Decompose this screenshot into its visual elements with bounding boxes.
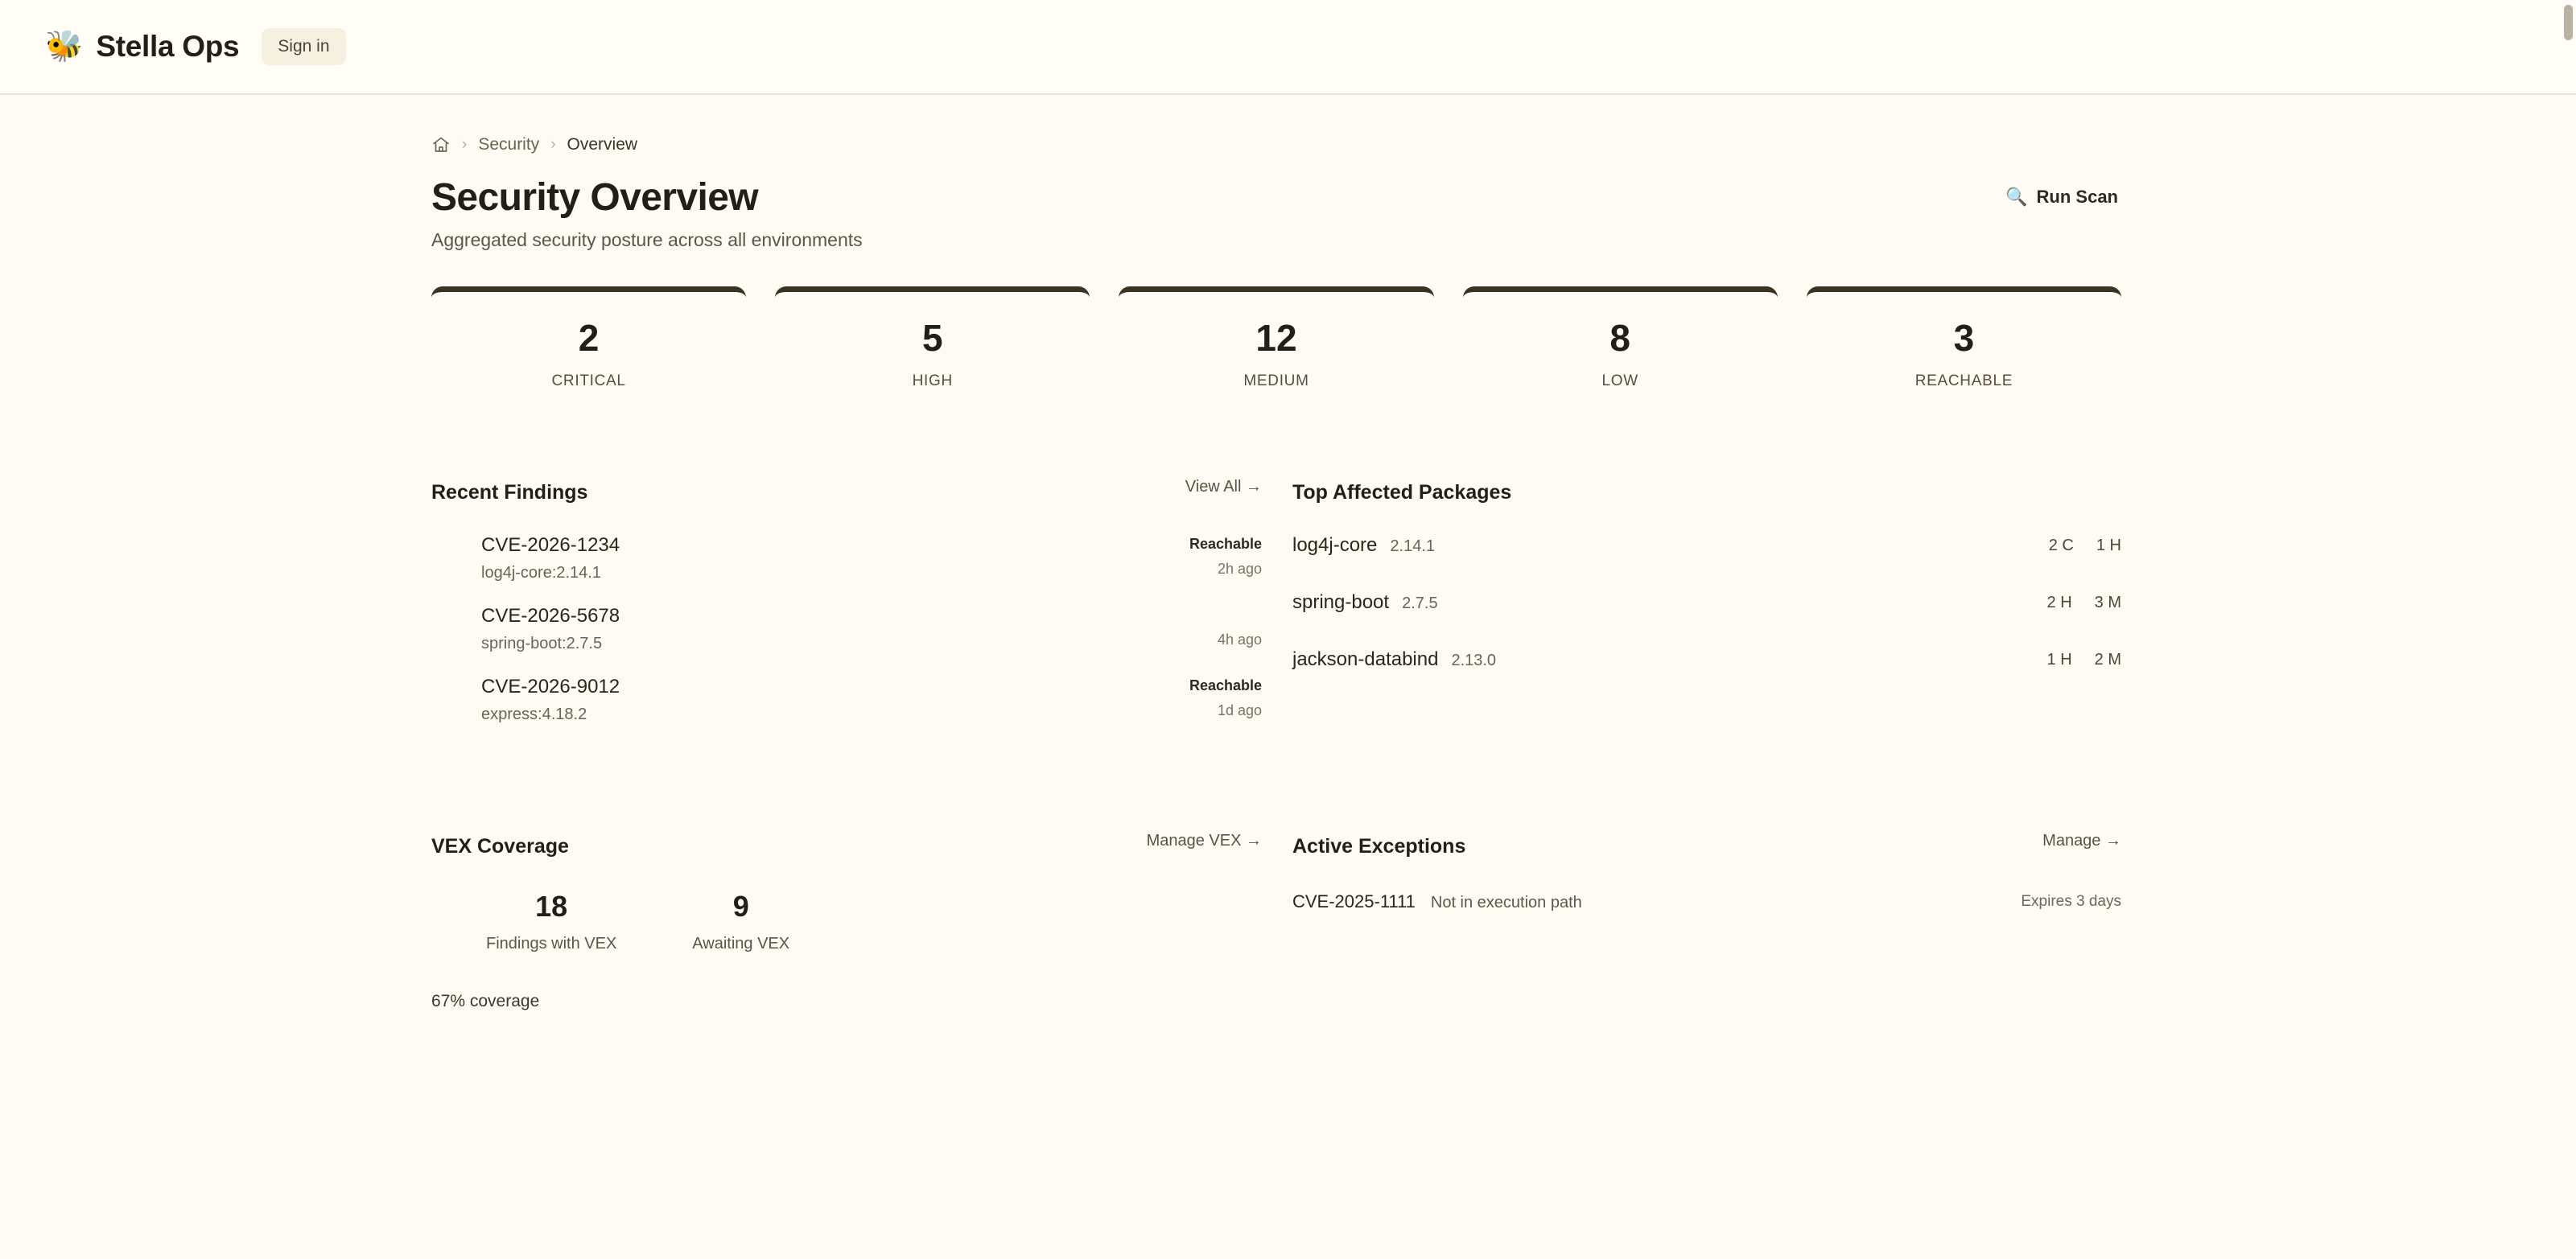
severity-stat-cards (431, 286, 2121, 415)
finding-id: CVE-2026-5678 (481, 605, 620, 627)
stat-label: HIGH (912, 372, 953, 389)
stat-label: REACHABLE (1914, 372, 2013, 389)
finding-meta (1189, 677, 1262, 719)
package-version: 2.13.0 (1451, 652, 1497, 669)
page-header (431, 177, 2121, 265)
active-exceptions-panel (1292, 830, 2121, 1011)
top-packages-header (1292, 476, 2121, 508)
stat-card-medium[interactable] (1119, 286, 1433, 415)
count-medium: 3 M (2094, 594, 2121, 611)
list-item[interactable] (431, 676, 1292, 747)
manage-vex-link[interactable]: Manage VEX → (1146, 832, 1262, 850)
package-version: 2.7.5 (1402, 595, 1438, 612)
active-exceptions-header (1292, 830, 2121, 862)
content-column (431, 130, 2121, 1011)
panel-title: Recent Findings (431, 480, 588, 504)
finding-meta (1189, 536, 1262, 578)
list-item[interactable] (431, 534, 1292, 605)
finding-package: express:4.18.2 (481, 706, 587, 723)
stat-card-reachable[interactable] (1807, 286, 2121, 415)
main-content (0, 95, 2576, 1259)
exception-expiry: Expires 3 days (2021, 893, 2121, 910)
package-name: jackson-databind (1292, 648, 1439, 670)
finding-package: spring-boot:2.7.5 (481, 635, 603, 652)
vertical-scrollbar[interactable] (2564, 5, 2573, 40)
metric-value: 18 (535, 890, 568, 923)
stat-label: MEDIUM (1243, 372, 1309, 389)
home-icon[interactable] (431, 135, 451, 154)
package-name: log4j-core (1292, 534, 1378, 556)
finding-id: CVE-2026-9012 (481, 676, 620, 697)
package-name: spring-boot (1292, 591, 1390, 613)
stat-label: LOW (1601, 372, 1638, 389)
vex-coverage-header (431, 830, 1292, 862)
bee-icon: 🐝 (45, 30, 84, 64)
package-counts (2047, 651, 2121, 669)
breadcrumb-separator-2: › (550, 136, 556, 153)
stat-value: 8 (1609, 317, 1630, 359)
panels-row-1 (431, 476, 2121, 747)
run-scan-label: Run Scan (2036, 187, 2118, 207)
finding-timestamp: 4h ago (1217, 632, 1262, 648)
panels-row-2 (431, 830, 2121, 1011)
list-item[interactable] (1292, 648, 2121, 706)
count-critical: 2 C (2048, 537, 2074, 554)
exception-id: CVE-2025-1111 (1292, 891, 1416, 911)
count-high: 1 H (2096, 537, 2121, 554)
vex-metric-findings-with-vex (486, 890, 616, 953)
finding-timestamp: 1d ago (1217, 702, 1262, 718)
packages-list (1292, 534, 2121, 706)
vex-metric-awaiting-vex (692, 890, 789, 953)
metric-caption: Findings with VEX (486, 935, 617, 952)
panel-title: VEX Coverage (431, 834, 569, 858)
exceptions-list (1292, 891, 2121, 924)
brand[interactable] (45, 30, 239, 64)
findings-list (431, 534, 1292, 747)
top-navigation-bar (0, 0, 2576, 95)
sign-in-button[interactable]: Sign in (262, 28, 345, 65)
metric-value: 9 (732, 890, 749, 923)
breadcrumb-item-overview: Overview (567, 135, 638, 154)
stat-card-high[interactable] (775, 286, 1090, 415)
list-item[interactable] (431, 605, 1292, 676)
package-version: 2.14.1 (1390, 537, 1435, 555)
view-all-findings-link[interactable]: View All → (1185, 478, 1262, 496)
stat-card-critical[interactable] (431, 286, 746, 415)
page-subtitle: Aggregated security posture across all environments (431, 228, 863, 250)
stat-card-low[interactable] (1463, 286, 1778, 415)
top-affected-packages-panel (1292, 476, 2121, 747)
finding-package: log4j-core:2.14.1 (481, 564, 601, 582)
run-scan-button[interactable] (2005, 187, 2118, 208)
count-high: 1 H (2046, 651, 2072, 669)
exception-note: Not in execution path (1430, 894, 1582, 911)
stat-label: CRITICAL (551, 372, 626, 389)
stat-value: 2 (578, 317, 600, 359)
stat-value: 3 (1953, 317, 1975, 359)
vex-coverage-text: 67% coverage (431, 992, 540, 1010)
vex-coverage-panel (431, 830, 1292, 1011)
brand-name: Stella Ops (96, 30, 240, 63)
finding-id: CVE-2026-1234 (481, 534, 620, 556)
manage-exceptions-link[interactable]: Manage → (2042, 832, 2121, 850)
page-title: Security Overview (431, 176, 759, 219)
list-item[interactable] (1292, 591, 2121, 648)
breadcrumb-separator-1: › (462, 136, 468, 153)
list-item[interactable] (1292, 534, 2121, 591)
recent-findings-header (431, 476, 1292, 508)
count-high: 2 H (2046, 594, 2072, 611)
stat-value: 5 (922, 317, 943, 359)
finding-meta (1218, 607, 1262, 648)
metric-caption: Awaiting VEX (692, 935, 790, 952)
recent-findings-panel (431, 476, 1292, 747)
breadcrumb-item-security[interactable]: Security (478, 135, 540, 154)
list-item[interactable] (1292, 891, 2121, 924)
package-counts (2047, 594, 2121, 612)
status-badge: Reachable (1189, 536, 1262, 552)
magnifier-icon: 🔍 (2005, 187, 2028, 207)
finding-timestamp: 2h ago (1217, 561, 1262, 577)
package-counts (2049, 537, 2121, 555)
vex-metrics (431, 890, 1292, 953)
count-medium: 2 M (2094, 651, 2121, 669)
panel-title: Top Affected Packages (1292, 480, 1512, 504)
stat-value: 12 (1255, 317, 1297, 359)
breadcrumb (431, 130, 2121, 159)
status-badge: Reachable (1189, 677, 1262, 693)
panel-title: Active Exceptions (1292, 834, 1466, 858)
